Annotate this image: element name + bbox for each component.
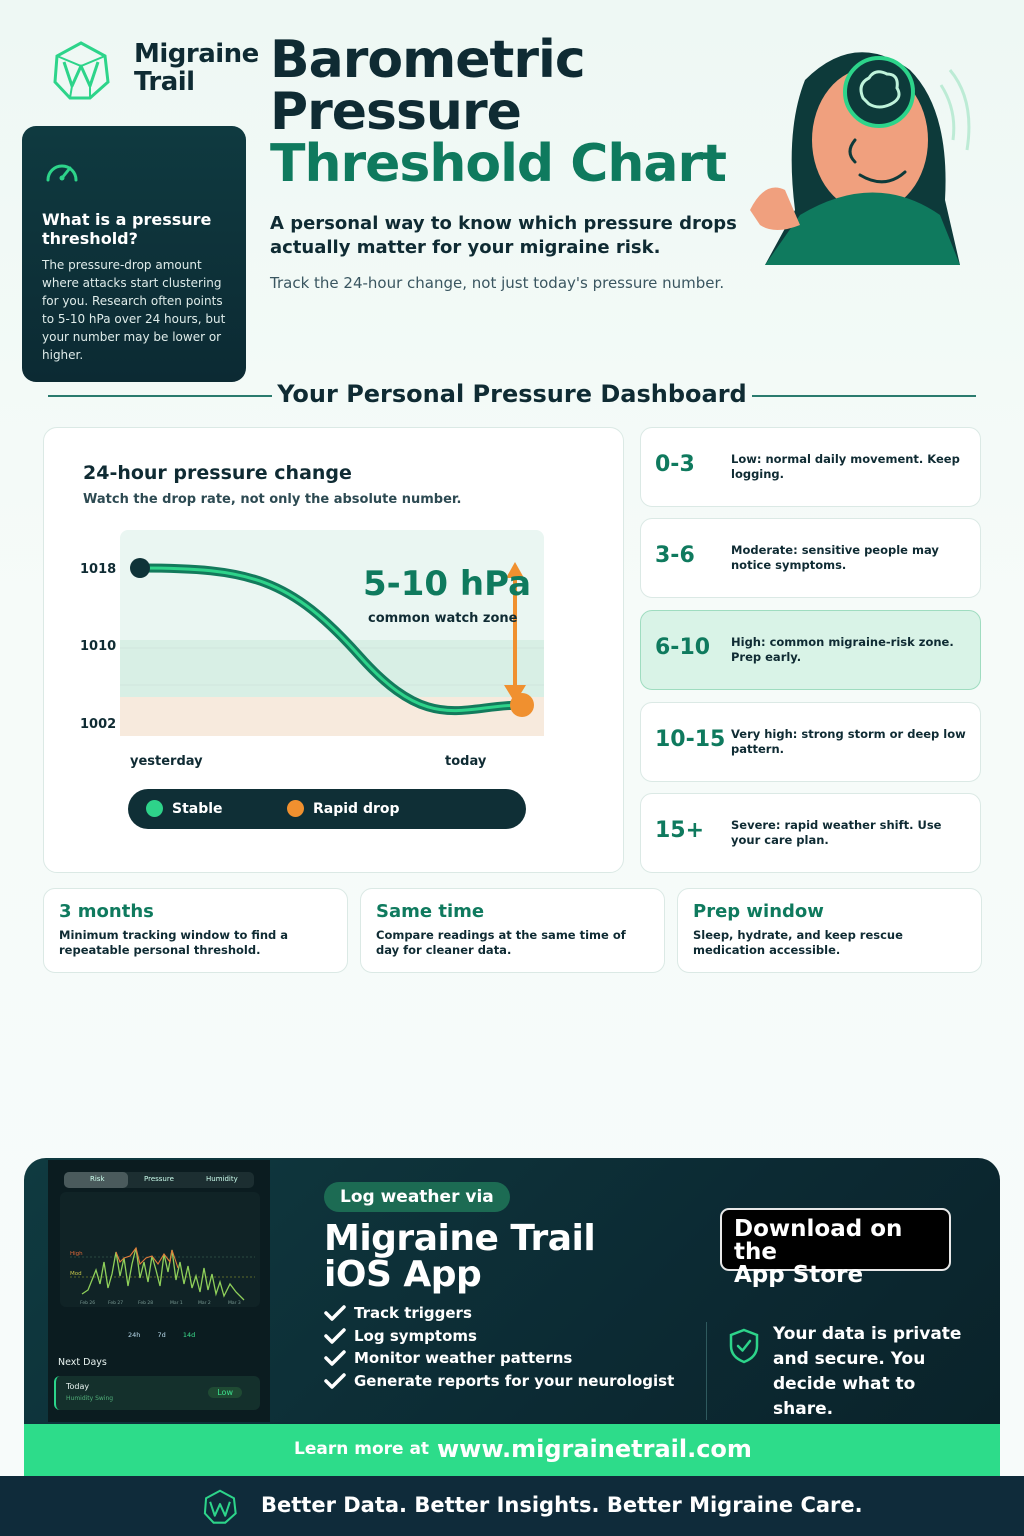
chart-subtitle: Watch the drop rate, not only the absolute number. <box>83 492 462 507</box>
threshold-desc: Very high: strong storm or deep low pattern. <box>731 727 966 756</box>
y-tick-1018: 1018 <box>80 562 117 577</box>
phone-date: Mar 2 <box>198 1301 211 1306</box>
info-heading: What is a pressure threshold? <box>42 210 212 248</box>
pressure-chart <box>60 525 560 775</box>
x-label-yesterday: yesterday <box>130 754 203 769</box>
chart-band-mid <box>120 640 544 697</box>
legend-stable-label: Stable <box>172 800 223 817</box>
phone-range-7d[interactable]: 7d <box>157 1331 166 1339</box>
feature-item <box>324 1325 674 1348</box>
phone-tab-pressure: Pressure <box>144 1175 174 1183</box>
title-line-2: Pressure <box>270 82 521 142</box>
person-illustration <box>745 40 990 265</box>
threshold-card-high <box>640 610 981 690</box>
title-line-3: Threshold Chart <box>270 134 727 194</box>
website-link[interactable]: www.migrainetrail.com <box>437 1435 752 1463</box>
phone-screenshot <box>48 1160 270 1422</box>
annotation-label: common watch zone <box>368 611 518 626</box>
threshold-desc: Moderate: sensitive people may notice symptoms. <box>731 543 939 572</box>
threshold-range: 6-10 <box>655 635 711 660</box>
y-tick-1010: 1010 <box>80 639 117 654</box>
threshold-range: 15+ <box>655 818 705 843</box>
learn-more-bar <box>24 1424 1000 1476</box>
rapid-swatch <box>287 800 304 817</box>
phone-date: Mar 1 <box>170 1301 183 1306</box>
info-card <box>22 126 246 382</box>
threshold-range: 10-15 <box>655 727 726 752</box>
app-store-button[interactable] <box>720 1208 951 1288</box>
feature-list <box>324 1302 674 1392</box>
title-line-1: Barometric <box>270 30 585 90</box>
threshold-range: 0-3 <box>655 452 695 477</box>
promo-title-line-1: Migraine Trail <box>324 1218 596 1259</box>
feature-label: Track triggers <box>354 1304 472 1323</box>
brand-line-2: Trail <box>134 67 195 97</box>
phone-range-24h[interactable]: 24h <box>128 1331 141 1339</box>
feature-label: Log symptoms <box>354 1326 477 1345</box>
feature-item <box>324 1370 674 1393</box>
store-line-1: Download on the <box>734 1216 903 1265</box>
fact-body: Sleep, hydrate, and keep rescue medication accessible. <box>693 928 903 957</box>
stable-swatch <box>146 800 163 817</box>
check-icon <box>324 1328 346 1344</box>
annotation-value: 5-10 hPa <box>363 564 532 604</box>
threshold-range: 3-6 <box>655 543 695 568</box>
legend-rapid-label: Rapid drop <box>313 800 400 817</box>
footer <box>0 1476 1024 1536</box>
legend-stable <box>146 800 223 817</box>
threshold-desc: High: common migraine-risk zone. Prep early. <box>731 635 954 664</box>
gauge-icon <box>42 156 82 186</box>
phone-date: Feb 26 <box>80 1301 96 1306</box>
start-point <box>130 558 150 578</box>
threshold-card-low <box>640 427 981 507</box>
phone-tab-risk: Risk <box>90 1175 105 1183</box>
phone-today-row[interactable] <box>54 1376 260 1410</box>
promo-divider <box>706 1322 707 1420</box>
feature-item <box>324 1347 674 1370</box>
phone-today-label: Today <box>66 1382 90 1391</box>
brand-name <box>134 40 259 96</box>
threshold-desc: Severe: rapid weather shift. Use your care plan. <box>731 818 942 847</box>
phone-level-mod: Mod <box>70 1271 82 1277</box>
page-subtitle: A personal way to know which pressure drops actually matter for your migraine risk. <box>270 213 737 258</box>
fact-title: Same time <box>376 901 485 922</box>
shield-check-icon <box>728 1328 760 1364</box>
fact-card-tracking <box>43 888 348 973</box>
page-title <box>270 30 727 194</box>
phone-date: Mar 3 <box>228 1301 241 1306</box>
footer-tagline: Better Data. Better Insights. Better Migraine Care. <box>261 1493 863 1517</box>
threshold-card-moderate <box>640 518 981 598</box>
phone-today-sub: Humidity Swing <box>66 1395 114 1402</box>
dashboard-title: Your Personal Pressure Dashboard <box>277 380 747 408</box>
chart-legend <box>128 789 526 829</box>
x-label-today: today <box>445 754 487 769</box>
learn-more-prefix: Learn more at <box>294 1439 430 1459</box>
check-icon <box>324 1305 346 1321</box>
legend-rapid <box>287 800 400 817</box>
promo-title-line-2: iOS App <box>324 1254 482 1295</box>
threshold-card-very-high <box>640 702 981 782</box>
fact-card-prep <box>677 888 982 973</box>
brand-logo-icon <box>50 40 112 102</box>
phone-risk-chart <box>60 1192 260 1307</box>
phone-tab-humidity: Humidity <box>206 1175 238 1183</box>
brand-line-1: Migraine <box>134 39 259 69</box>
fact-body: Compare readings at the same time of day for cleaner data. <box>376 928 626 957</box>
promo-tag: Log weather via <box>324 1182 510 1212</box>
promo-app-title <box>324 1218 596 1295</box>
threshold-desc: Low: normal daily movement. Keep logging. <box>731 452 960 481</box>
feature-label: Monitor weather patterns <box>354 1349 573 1368</box>
footer-logo-icon <box>202 1489 238 1525</box>
phone-tabs <box>64 1172 254 1188</box>
info-body: The pressure-drop amount where attacks start clustering for you. Research often points to 5-10 hPa over 24 hours, but your number may be lower or higher. <box>42 258 226 362</box>
feature-item <box>324 1302 674 1325</box>
chart-band-low <box>120 697 544 736</box>
end-point <box>510 693 534 717</box>
check-icon <box>324 1373 346 1389</box>
fact-title: Prep window <box>693 901 824 922</box>
phone-range-14d[interactable]: 14d <box>182 1331 196 1339</box>
fact-title: 3 months <box>59 901 154 922</box>
chart-title: 24-hour pressure change <box>83 462 352 484</box>
phone-date: Feb 28 <box>138 1301 154 1306</box>
store-line-2: App Store <box>734 1262 864 1288</box>
privacy-note: Your data is private and secure. You decide what to share. <box>773 1324 962 1419</box>
phone-level-high: High <box>70 1251 83 1257</box>
check-icon <box>324 1350 346 1366</box>
phone-today-badge: Low <box>208 1387 242 1398</box>
feature-label: Generate reports for your neurologist <box>354 1371 675 1390</box>
page-note: Track the 24-hour change, not just today's pressure number. <box>270 274 725 292</box>
phone-date: Feb 27 <box>108 1301 124 1306</box>
y-tick-1002: 1002 <box>80 717 117 732</box>
fact-body: Minimum tracking window to find a repeatable personal threshold. <box>59 928 289 957</box>
fact-card-same-time <box>360 888 665 973</box>
phone-range-selector[interactable] <box>128 1331 210 1339</box>
title-rule-right <box>752 395 976 397</box>
phone-next-days: Next Days <box>58 1357 107 1368</box>
threshold-card-severe <box>640 793 981 873</box>
